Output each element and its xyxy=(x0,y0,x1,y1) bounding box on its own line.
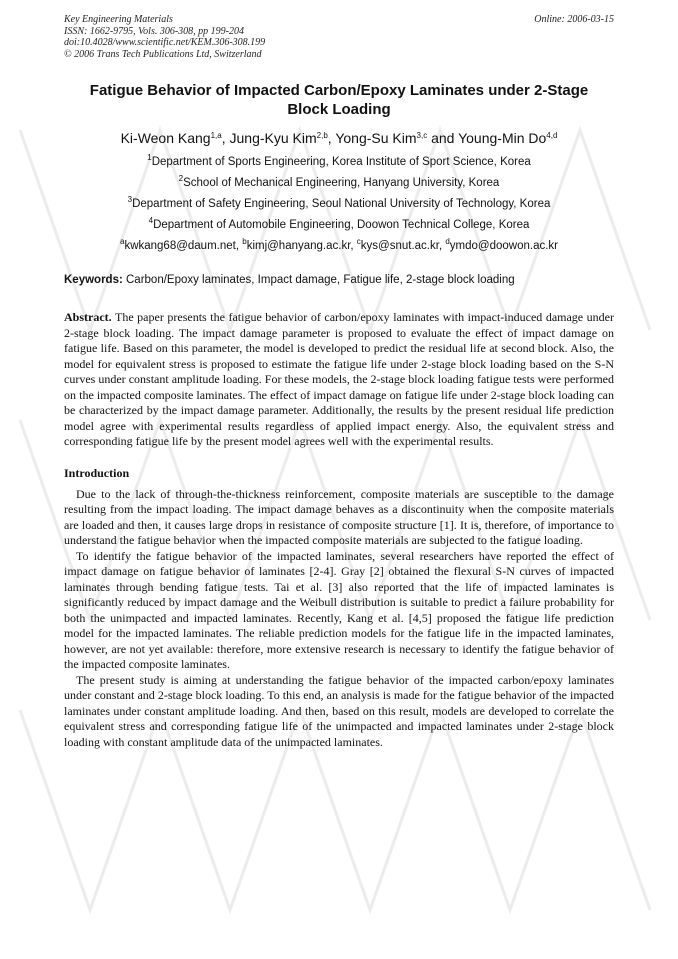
affiliation: $^3$Department of Safety Engineering, Seoul National University of Technology, Korea xyxy=(127,195,551,210)
author: Ki-Weon Kang$^{1,a}$, xyxy=(120,130,230,146)
intro-paragraph: To identify the fatigue behavior of the impacted laminates, several researchers have reported the effect of impact damage on fatigue behavior of laminates [2-4]. Gray [2] obtained the flexural S-N curves of impacted laminates through bending fatigue tests. Tai et al. [3] also reported that the life of impacted laminates is significantly reduced by impact damage and the Weibull distribution is suitable to predict a failure probability for both the unimpacted and impacted laminates. Recently, Kang et al. [4,5] proposed the fatigue life prediction model for the impacted laminates. The reliable prediction models for the fatigue life in the impacted laminates, however, are not yet available: therefore, more extensive research is necessary to identify the fatigue behavior of the impacted composite laminates. xyxy=(64,548,614,671)
issn-line: ISSN: 1662-9795, Vols. 306-308, pp 199-204 xyxy=(64,25,244,37)
affiliation: $^1$Department of Sports Engineering, Korea Institute of Sport Science, Korea xyxy=(147,153,531,168)
keywords xyxy=(64,273,614,288)
section-heading-introduction: Introduction xyxy=(64,465,130,480)
paper-title xyxy=(64,81,614,119)
title-line-1: Fatigue Behavior of Impacted Carbon/Epoxy Laminates under 2-Stage xyxy=(89,82,589,99)
journal-name: Key Engineering Materials xyxy=(64,14,173,25)
online-date: Online: 2006-03-15 xyxy=(534,14,614,25)
copyright-line: © 2006 Trans Tech Publications Ltd, Switzerland xyxy=(64,48,262,60)
title-line-2: Block Loading xyxy=(287,101,391,118)
email-link[interactable]: ymdo@doowon.ac.kr xyxy=(449,240,558,252)
affiliation: $^4$Department of Automobile Engineering, Doowon Technical College, Korea xyxy=(148,216,530,231)
email-link[interactable]: kwkang68@daum.net, xyxy=(124,240,243,252)
keywords-text: Carbon/Epoxy laminates, Impact damage, Fatigue life, 2-stage block loading xyxy=(122,274,515,286)
author: Yong-Su Kim$^{3,c}$ and xyxy=(335,130,459,146)
doi-line: doi:10.4028/www.scientific.net/KEM.306-308.199 xyxy=(64,37,266,48)
keywords-label: Keywords: xyxy=(64,274,123,286)
intro-paragraph: Due to the lack of through-the-thickness reinforcement, composite materials are susceptible to the damage resulting from the impact loading. The impact damage behaves as a discontinuity when the composite materials are loaded and then, it causes large drops in resistance of composite structure [1]. It is, therefore, of importance to understand the fatigue behavior when the impacted composite materials are subjected to the fatigue loading. xyxy=(64,486,614,547)
abstract xyxy=(64,310,614,450)
affiliation: $^2$School of Mechanical Engineering, Hanyang University, Korea xyxy=(178,174,500,189)
email-list: $^a$kwkang68@daum.net, $^b$kimj@hanyang.ac.kr, $^c$kys@snut.ac.kr, $^d$ymdo@doowon.ac.kr xyxy=(119,237,558,252)
affiliation-list xyxy=(64,152,614,257)
intro-paragraph: The present study is aiming at understanding the fatigue behavior of the impacted carbon/epoxy laminates under constant and 2-stage block loading. To this end, an analysis is made for the fatigue behavior of the impacted laminates under constant amplitude loading. And then, based on this result, models are developed to correlate the equivalent stress and corresponding fatigue life of the unimpacted and impacted laminates under 2-stage block loading with constant amplitude data of the unimpacted laminates. xyxy=(64,672,614,749)
paper-page xyxy=(64,14,614,750)
journal-header xyxy=(64,14,614,60)
abstract-label: Abstract. xyxy=(64,310,112,324)
author-list xyxy=(64,129,614,148)
email-link[interactable]: kys@snut.ac.kr, xyxy=(360,240,446,252)
email-link[interactable]: kimj@hanyang.ac.kr, xyxy=(246,240,357,252)
author: Young-Min Do$^{4,d}$ xyxy=(458,130,558,146)
author: Jung-Kyu Kim$^{2,b}$, xyxy=(229,130,336,146)
abstract-text: The paper presents the fatigue behavior of carbon/epoxy laminates with impact-induced damage under 2-stage block loading. The impact damage parameter is proposed to evaluate the effect of impact damage on fatigue life. Based on this parameter, the model is developed to predict the residual life at second block. Also, the model for equivalent stress is proposed to estimate the fatigue life under 2-stage block loading based on the S-N curves under constant amplitude loading. For these models, the 2-stage block loading fatigue tests were performed on the impacted composite laminates. The effect of impact damage on fatigue life under 2-stage block loading can be characterized by the impact damage parameter. Additionally, the results by the present residual life prediction model agree with experimental results regardless of applied impact energy. Also, the equivalent stress and corresponding fatigue life by the present model agrees well with the experimental results. xyxy=(64,310,614,448)
